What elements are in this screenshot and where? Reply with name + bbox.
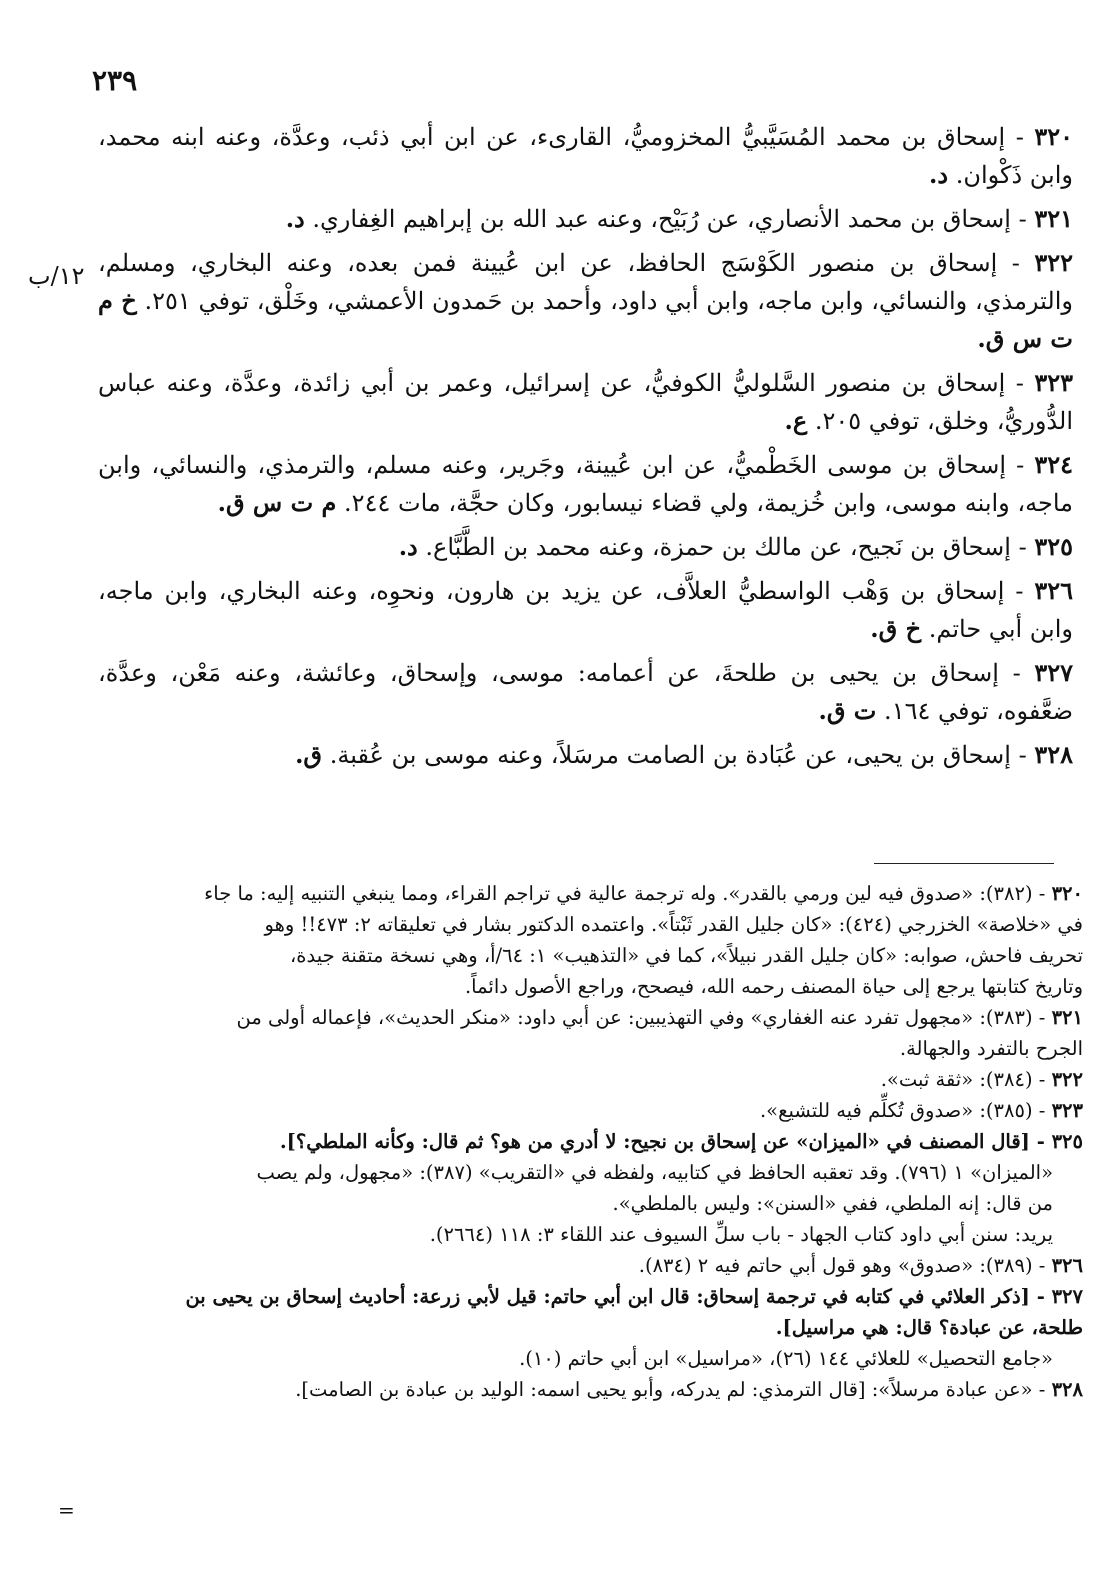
footnote-number: ٣٢٦: [1051, 1254, 1083, 1277]
footnote-line: ٣٢١ - (٣٨٣): «مجهول تفرد عنه الغفاري» وفي التهذيبين: عن أبي داود: «منكر الحديث»، فإعماله أولى من: [236, 1006, 1083, 1029]
entry-number: ٣٢٣: [1034, 368, 1073, 397]
entry-text: إسحاق بن نَجيح، عن مالك بن حمزة، وعنه محمد بن الطَّبَّاع.: [425, 533, 1011, 561]
footnote-text: (٣٨٣): «مجهول تفرد عنه الغفاري» وفي التهذيبين: عن أبي داود: «منكر الحديث»، فإعماله أولى من: [236, 1006, 1033, 1029]
biography-entry: [98, 654, 1073, 730]
entry-symbols: خ م ت س ق.: [98, 286, 1073, 353]
footnote-line: ٣٢٧ - [ذكر العلائي في كتابه في ترجمة إسحاق: قال ابن أبي حاتم: قيل لأبي زرعة: أحاديث إسحاق بن يحيى بن: [185, 1285, 1083, 1308]
entry-text: إسحاق بن يحيى بن طلحةَ، عن أعمامه: موسى، وإسحاق، وعائشة، وعنه مَعْن، وعدَّة، ضعَّفوه، توفي ١٦٤.: [98, 659, 1073, 725]
entry-symbols: م ت س ق.: [217, 488, 337, 517]
entry-dash: -: [1006, 451, 1035, 479]
footnote-reference: يريد: سنن أبي داود كتاب الجهاد - باب سلِّ السيوف عند اللقاء ٣: ١١٨ (٢٦٦٤).: [429, 1223, 1053, 1246]
footnote-line: [88, 909, 1083, 940]
entry-number: ٣٢٥: [1034, 532, 1073, 561]
footnote-text: في «خلاصة» الخزرجي (٤٢٤): «كان جليل القدر ثَبْتاً». واعتمده الدكتور بشار في تعليقاته ٢: ٤٧٣!! وهو: [264, 913, 1083, 936]
entry-dash: -: [1010, 741, 1035, 769]
entry-symbols: خ ق.: [870, 614, 922, 643]
footnote-number: ٣٢٥: [1051, 1130, 1083, 1153]
footnote: [88, 1281, 1083, 1374]
footnote-reference: من قال: إنه الملطي، ففي «السنن»: وليس بالملطي».: [612, 1192, 1053, 1215]
main-text: [98, 118, 1073, 780]
footnote: [88, 1126, 1083, 1250]
footnote-line: ٣٢٨ - «عن عبادة مرسلاً»: [قال الترمذي: لم يدركه، وأبو يحيى اسمه: الوليد بن عبادة بن الصامت].: [295, 1378, 1083, 1401]
biography-entry: [98, 446, 1073, 522]
entry-symbols: ت ق.: [818, 696, 877, 725]
biography-entry: [98, 244, 1073, 358]
entry-number: ٣٢٦: [1034, 576, 1073, 605]
entry-symbols: د.: [929, 160, 949, 189]
footnote-text: [قال المصنف في «الميزان» عن إسحاق بن نجيح: لا أدري من هو؟ ثم قال: وكأنه الملطي؟].: [279, 1130, 1030, 1153]
footnote-line: ٣٢٥ - [قال المصنف في «الميزان» عن إسحاق بن نجيح: لا أدري من هو؟ ثم قال: وكأنه الملطي؟].: [279, 1130, 1083, 1153]
biography-entry: [98, 572, 1073, 648]
entry-text: إسحاق بن وَهْب الواسطيُّ العلاَّف، عن يزيد بن هارون، ونحوِه، وعنه البخاري، وابن ماجه، وابن أبي حاتم.: [98, 577, 1073, 643]
footnote-line: [88, 940, 1083, 971]
footnote-line: [88, 1033, 1083, 1064]
footnote-text: الجرح بالتفرد والجهالة.: [899, 1037, 1083, 1060]
entry-symbols: ق.: [295, 740, 323, 769]
margin-note: ١٢/ب: [28, 262, 85, 290]
entry-dash: -: [1005, 123, 1035, 151]
entry-text: إسحاق بن يحيى، عن عُبَادة بن الصامت مرسَلاً، وعنه موسى بن عُقبة.: [329, 741, 1011, 769]
biography-entry: [98, 736, 1073, 774]
entry-text: إسحاق بن منصور السَّلوليُّ الكوفيُّ، عن إسرائيل، وعمر بن أبي زائدة، وعدَّة، وعنه عباس الدُّوريُّ، وخلق، توفي ٢٠٥.: [98, 369, 1073, 435]
footnote-number: ٣٢٣: [1051, 1099, 1083, 1122]
entry-dash: -: [1004, 577, 1035, 605]
footnote-text: (٣٨٥): «صدوق تُكلِّم فيه للتشيع».: [759, 1099, 1033, 1122]
footnote-divider: [874, 863, 1054, 864]
footnote-line: [88, 1312, 1083, 1343]
footnote-number: ٣٢١: [1051, 1006, 1083, 1029]
footnote-text: (٣٨٤): «ثقة ثبت».: [880, 1068, 1033, 1091]
entry-symbols: د.: [285, 204, 305, 233]
footnote: [88, 1002, 1083, 1064]
footnote-text: طلحة، عن عبادة؟ قال: هي مراسيل].: [775, 1316, 1083, 1339]
footnote-text: «عن عبادة مرسلاً»: [قال الترمذي: لم يدركه، وأبو يحيى اسمه: الوليد بن عبادة بن الصامت].: [295, 1378, 1033, 1401]
footnote-reference: «جامع التحصيل» للعلائي ١٤٤ (٢٦)، «مراسيل» ابن أبي حاتم (١٠).: [519, 1347, 1053, 1370]
footnote-text: [ذكر العلائي في كتابه في ترجمة إسحاق: قال ابن أبي حاتم: قيل لأبي زرعة: أحاديث إسحاق بن يحيى بن: [185, 1285, 1030, 1308]
footnote: [88, 1374, 1083, 1405]
continuation-mark: =: [58, 1498, 75, 1522]
footnote-line: ٣٢٣ - (٣٨٥): «صدوق تُكلِّم فيه للتشيع».: [759, 1099, 1083, 1122]
footnote-number: ٣٢٠: [1051, 882, 1083, 905]
entry-number: ٣٢٧: [1034, 658, 1074, 687]
footnote-text: وتاريخ كتابتها يرجع إلى حياة المصنف رحمه الله، فيصحح، وراجع الأصول دائماً.: [464, 975, 1083, 998]
entry-number: ٣٢١: [1034, 204, 1073, 233]
footnote-number: ٣٢٧: [1051, 1285, 1083, 1308]
footnote: [88, 1095, 1083, 1126]
footnote: [88, 1250, 1083, 1281]
entry-text: إسحاق بن منصور الكَوْسَج الحافظ، عن ابن عُيينة فمن بعده، وعنه البخاري، ومسلم، والترمذي، والنسائي، وابن ماجه، وابن أبي داود، وأحمد بن حَمدون الأعمشي، وخَلْق، توفي ٢٥١.: [98, 249, 1073, 315]
footnote-number: ٣٢٨: [1051, 1378, 1083, 1401]
footnote-reference: «الميزان» ١ (٧٩٦). وقد تعقبه الحافظ في كتابيه، ولفظه في «التقريب» (٣٨٧): «مجهول، ولم يصب: [256, 1161, 1053, 1184]
entry-dash: -: [1010, 205, 1035, 233]
entry-symbols: ع.: [784, 406, 808, 435]
footnote-line: ٣٢٠ - (٣٨٢): «صدوق فيه لين ورمي بالقدر». وله ترجمة عالية في تراجم القراء، ومما ينبغي التنبيه إليه: ما جاء: [204, 882, 1083, 905]
biography-entry: [98, 118, 1073, 194]
footnotes: [88, 878, 1083, 1405]
footnote: [88, 878, 1083, 1002]
entry-number: ٣٢٤: [1034, 450, 1074, 479]
footnote-text: (٣٨٩): «صدوق» وهو قول أبي حاتم فيه ٢ (٨٣٤).: [638, 1254, 1033, 1277]
page-number: ٢٣٩: [92, 64, 138, 97]
entry-number: ٣٢٨: [1034, 740, 1073, 769]
entry-dash: -: [1005, 369, 1035, 397]
biography-entry: [98, 364, 1073, 440]
footnote-text: تحريف فاحش، صوابه: «كان جليل القدر نبيلاً»، كما في «التذهيب» ١: ٦٤/أ، وهي نسخة متقنة جيدة،: [290, 944, 1083, 967]
entry-text: إسحاق بن موسى الخَطْميُّ، عن ابن عُيينة، وجَرير، وعنه مسلم، والترمذي، والنسائي، وابن ماجه، وابنه موسى، وابن خُزيمة، ولي قضاء نيسابور، وكان حجَّة، مات ٢٤٤.: [98, 451, 1073, 517]
footnote-line: [88, 971, 1083, 1002]
footnote-line: ٣٢٢ - (٣٨٤): «ثقة ثبت».: [880, 1068, 1083, 1091]
entry-text: إسحاق بن محمد الأنصاري، عن رُبَيْح، وعنه عبد الله بن إبراهيم الغِفاري.: [312, 205, 1011, 233]
biography-entry: [98, 528, 1073, 566]
entry-dash: -: [998, 659, 1035, 687]
footnote-number: ٣٢٢: [1051, 1068, 1083, 1091]
entry-dash: -: [1010, 533, 1035, 561]
footnote: [88, 1064, 1083, 1095]
entry-dash: -: [997, 249, 1035, 277]
entry-symbols: د.: [398, 532, 418, 561]
footnote-line: ٣٢٦ - (٣٨٩): «صدوق» وهو قول أبي حاتم فيه ٢ (٨٣٤).: [638, 1254, 1083, 1277]
entry-number: ٣٢٠: [1034, 122, 1074, 151]
footnote-text: (٣٨٢): «صدوق فيه لين ورمي بالقدر». وله ترجمة عالية في تراجم القراء، ومما ينبغي التنبيه إليه: ما جاء: [204, 882, 1033, 905]
entry-text: إسحاق بن محمد المُسَيَّبيُّ المخزوميُّ، القارىء، عن ابن أبي ذئب، وعدَّة، وعنه ابنه محمد، وابن ذَكْوان.: [98, 123, 1073, 189]
biography-entry: [98, 200, 1073, 238]
entry-number: ٣٢٢: [1034, 248, 1073, 277]
